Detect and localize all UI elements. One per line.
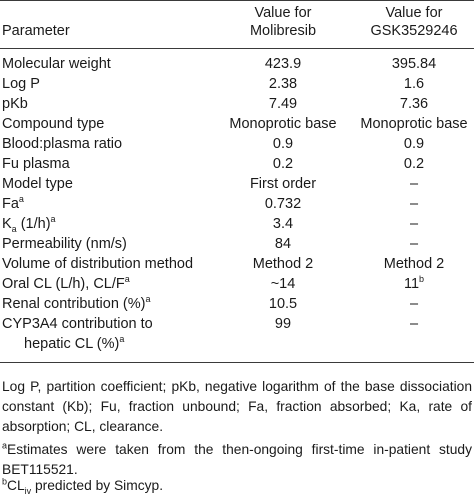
row-molibresib-value: ~14 — [270, 276, 296, 292]
subscript: a — [11, 223, 17, 234]
row-molibresib-value: 99 — [274, 316, 292, 332]
row-gsk-value: 1.6 — [403, 76, 425, 92]
footnote-b-rest: predicted by Simcyp. — [31, 478, 164, 493]
row-param-text: Oral CL (L/h), CL/F — [2, 276, 125, 292]
row-molibresib-value: 423.9 — [264, 56, 302, 72]
row-param: Compound type — [2, 116, 105, 132]
table-row — [0, 194, 474, 214]
row-param: Volume of distribution method — [2, 256, 194, 272]
row-param — [2, 274, 130, 294]
row-molibresib-value: 84 — [274, 236, 292, 252]
row-gsk-value: – — [409, 236, 419, 252]
subscript: iv — [24, 485, 32, 496]
row-param: CYP3A4 contribution to — [2, 316, 153, 332]
footnote-marker: a — [2, 440, 8, 451]
row-param-continuation — [24, 334, 124, 354]
header-gsk-line2: GSK3529246 — [370, 23, 458, 39]
row-param — [2, 294, 150, 314]
table-row — [0, 134, 474, 154]
table-row — [0, 294, 474, 314]
footnote-b-text: CL — [7, 478, 25, 493]
header-molibresib-line1: Value for — [254, 5, 312, 21]
row-molibresib-value: 10.5 — [268, 296, 298, 312]
header-parameter: Parameter — [2, 23, 70, 39]
row-molibresib-value: Method 2 — [252, 256, 314, 272]
row-param-text: Renal contribution (%) — [2, 296, 146, 312]
row-gsk-value: – — [409, 216, 419, 232]
row-param — [2, 214, 56, 234]
row-molibresib-value: 0.2 — [272, 156, 294, 172]
row-param: Log P — [2, 76, 40, 92]
row-gsk-value: 7.36 — [399, 96, 429, 112]
footnote-a — [2, 440, 472, 480]
footnote-b — [2, 476, 472, 496]
row-gsk-value: – — [409, 196, 419, 212]
row-param: pKb — [2, 96, 28, 112]
row-molibresib-value: 7.49 — [268, 96, 298, 112]
table-row — [0, 214, 474, 234]
table-row — [0, 174, 474, 194]
table-row — [0, 274, 474, 294]
abbreviations-note: Log P, partition coefficient; pKb, negative logarithm of the base dissociation constant (Kb); Fu, fraction unbound; Fa, fraction absorbed; Ka, rate of absorption; CL, clearance. — [2, 379, 472, 434]
row-param: Molecular weight — [2, 56, 111, 72]
footnote-marker: a — [18, 194, 24, 205]
row-molibresib-value: 0.9 — [272, 136, 294, 152]
row-molibresib-value: 3.4 — [272, 216, 294, 232]
table-row — [0, 74, 474, 94]
table-top-rule — [0, 0, 474, 1]
header-gsk3529246 — [354, 4, 474, 40]
row-gsk-value — [354, 274, 474, 294]
row-molibresib-value: 2.38 — [268, 76, 298, 92]
row-param-unit: (1/h) — [16, 216, 51, 232]
footnote-a-text: Estimates were taken from the then-ongoing first-time in-patient study BET115521. — [2, 442, 472, 477]
row-param: Permeability (nm/s) — [2, 236, 127, 252]
row-molibresib-value: 0.732 — [264, 196, 302, 212]
table-bottom-rule — [0, 362, 474, 363]
header-rule — [0, 48, 474, 49]
row-gsk-value: – — [409, 176, 419, 192]
row-param — [2, 194, 24, 214]
row-gsk-value: Monoprotic base — [360, 116, 468, 132]
header-molibresib-line2: Molibresib — [249, 23, 317, 39]
table-row — [0, 54, 474, 74]
footnote-marker: a — [145, 294, 151, 305]
table-row — [0, 254, 474, 274]
row-param-text: K — [2, 216, 12, 232]
footnote-marker: b — [419, 274, 425, 285]
row-gsk-value-text: 11 — [403, 276, 420, 292]
row-gsk-value: 0.2 — [403, 156, 425, 172]
row-gsk-value: Method 2 — [383, 256, 445, 272]
footnote-marker: a — [119, 334, 125, 345]
row-param: Blood:plasma ratio — [2, 136, 123, 152]
row-molibresib-value: First order — [249, 176, 317, 192]
row-param: Fu plasma — [2, 156, 70, 172]
table-row — [0, 314, 474, 358]
table-row — [0, 114, 474, 134]
row-molibresib-value: Monoprotic base — [229, 116, 337, 132]
footnote-marker: b — [2, 476, 8, 487]
row-gsk-value: 395.84 — [391, 56, 437, 72]
table-row — [0, 234, 474, 254]
footnote-marker: a — [50, 214, 56, 225]
header-molibresib — [218, 4, 348, 40]
row-gsk-value: – — [409, 316, 419, 332]
row-param-text: Fa — [2, 196, 19, 212]
header-gsk-line1: Value for — [385, 5, 443, 21]
table-row — [0, 154, 474, 174]
footnote-marker: a — [124, 274, 130, 285]
row-param-text: hepatic CL (%) — [24, 336, 120, 352]
row-param: Model type — [2, 176, 73, 192]
row-gsk-value: – — [409, 296, 419, 312]
table-row — [0, 94, 474, 114]
row-gsk-value: 0.9 — [403, 136, 425, 152]
